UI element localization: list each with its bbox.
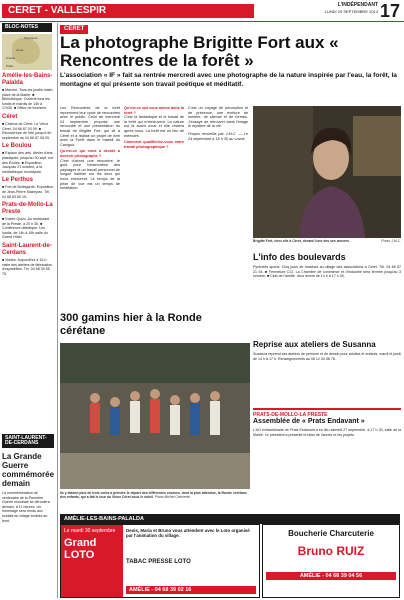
butcher-title: Boucherie Charcuterie bbox=[288, 529, 374, 538]
article-column bbox=[60, 106, 120, 306]
caption-text: Brigitte Fort, chez elle à Céret, devant l'une des ses œuvres. bbox=[253, 239, 350, 243]
bloc-notes-title: BLOC-NOTES bbox=[2, 23, 52, 32]
map-label: Amélie bbox=[6, 56, 16, 60]
portrait-photo bbox=[253, 106, 401, 238]
butcher-phone: AMÉLIE - 04 68 39 04 56 bbox=[266, 572, 396, 580]
brief-text: La commémoration de centenaire de la Première Guerre mondiale se déroulera demain, à 11 heures. Un hommage sera rendu aux soldats du village tombés au front. bbox=[2, 491, 50, 523]
article-body: C'est un voyage de perception et de présence, une écriture de lumière, de silence et de formes. J'essaye de retrouver dans l'image le mystère de la vie. bbox=[188, 106, 248, 129]
butcher-name: Bruno RUIZ bbox=[297, 544, 365, 558]
race-headline: 300 gamins hier à la Ronde cérétane bbox=[60, 312, 202, 337]
right-column bbox=[253, 252, 401, 512]
map-label: Perpignan bbox=[24, 36, 38, 40]
article-body: C'est la fantastique et le travail de la forêt qui m'émeuvent. La nature est là avant nous et elle restera après nous. La forêt est un lieu de mémoire. bbox=[124, 115, 184, 138]
interview-question: Qu'est-ce qui vous anime dans la forêt ? bbox=[124, 106, 184, 115]
bloc-notes-sidebar bbox=[2, 23, 54, 433]
sidebar-town: Le Boulou bbox=[2, 143, 32, 150]
sidebar-town: Amélie-les-Bains-Palalda bbox=[2, 73, 53, 86]
sidebar-text: ■ Visites. Aujourd'hui à 15 h, visite des ateliers de fabrication d'espadrilles. Tél. 04 68 39 55 75. bbox=[2, 258, 53, 276]
brief-article bbox=[2, 434, 54, 596]
photo-credit: Photo Michel Clemente bbox=[154, 495, 190, 500]
region-map bbox=[2, 34, 52, 70]
race-image bbox=[60, 343, 250, 489]
sidebar-text: ■ Cinéma de Céret. Le Vieux Céret, 04 68 87 03 09. ■ Réouverture de l'été jusqu'à fin septembre au 04 68 87 08 05. bbox=[2, 121, 52, 140]
sidebar-text: ■ Marché. Tous les jeudis matin, place de la Mairie. ■ Bibliothèque. Ouverte tous les lundis et mardis de 14h à 17h30. ■ Office de tourisme. bbox=[2, 88, 54, 111]
loto-ad-body bbox=[123, 525, 259, 597]
issue-date: LUNDI 29 SEPTEMBRE 2014 bbox=[324, 9, 378, 14]
sidebar-town: Céret bbox=[2, 113, 18, 120]
map-label: Céret bbox=[16, 48, 24, 52]
section-kicker: PRATS-DE-MOLLO-LA PRESTE bbox=[253, 412, 328, 418]
sidebar-town: Saint-Laurent-de-Cerdans bbox=[2, 243, 52, 257]
article-body: Les Rencontres de la forêt reprennent leur cycle de rencontres avec le public. Celui de mercredi 24 septembre propose une rencontre et une présentation du travail de Brigitte Fort, qui vit à Céret et a réalisé un projet de livre avec la Forêt dans le massif du Canigou. bbox=[60, 106, 120, 147]
portrait-caption bbox=[253, 239, 401, 243]
section-heading: L'info des boulevards bbox=[253, 252, 346, 262]
article-headline: La photographe Brigitte Fort aux « Rencontres de la forêt » bbox=[60, 33, 339, 70]
paper-name: L'INDÉPENDANT bbox=[337, 2, 378, 8]
butcher-ad bbox=[262, 524, 400, 598]
section-heading: Assemblée de « Prats Endavant » bbox=[253, 418, 365, 425]
sidebar-town: Le Perthus bbox=[2, 177, 34, 184]
quote-credit: Propos recueillis par J.M.C. — Le 24 septembre à 18 h 30 au Lavoir. bbox=[188, 131, 248, 141]
loto-phone: AMÉLIE - 04 68 39 02 16 bbox=[126, 586, 256, 594]
section-text: Pyrénées sports. Cinq jours de matches au village des associations à Céret. Tél. 04 68 87 21 54. ■ Fermeture CCI. La Chambre de commerce et d'industrie sera fermée jusqu'au 3 octobre. ■ Club de l'amitié. Jeux divers de 14 h à 17 h 30. bbox=[253, 265, 401, 278]
loto-shop: TABAC PRESSE LOTO bbox=[126, 559, 191, 566]
article-lead: L'association « IF » fait sa rentrée mercredi avec une photographe de la nature inspirée par l'eau, la forêt, la montagne et qui présente son travail poétique et méditatif. bbox=[60, 72, 397, 88]
sidebar-town: Prats-de-Mollo-La Preste bbox=[2, 202, 53, 216]
page-number: 17 bbox=[379, 1, 400, 21]
article-column bbox=[124, 106, 184, 306]
sidebar-text: ■ Fort de Bellegarde. Exposition de Jean-Pierre Mazeyrac. Tél. 04 68 83 60 15. bbox=[2, 185, 54, 199]
portrait-image bbox=[253, 106, 401, 238]
article-kicker: CÉRET bbox=[60, 25, 88, 34]
ads-header: AMÉLIE-LES-BAINS-PALALDA bbox=[60, 514, 400, 524]
race-caption bbox=[60, 491, 250, 500]
header-rule bbox=[0, 21, 404, 22]
sidebar-text: ■ Soirée Quizz. Au restaurant de la Preste, à 20 h 30. ■ Conférence diététique. Les lundis, de 14h à 16h salle du Grand Hôtel. bbox=[2, 217, 50, 240]
section-title: CERET - VALLESPIR bbox=[2, 4, 254, 18]
loto-ad-panel bbox=[61, 525, 123, 597]
sidebar-text: ■ Espace des arts. Atelier d'arts plastiques, jusqu'au 30 sept, rue des Écoles. ■ Exposition. Jusqu'au 21 octobre, à la médiathèque municipale. bbox=[2, 151, 54, 174]
section-text: L'AG extraordinaire de Prats Endavant a eu lieu samedi 27 septembre, à 17 h 30, salle de la Mairie. Le président a présenté le bilan de l'année et les projets. bbox=[253, 428, 401, 437]
section-text: Susanna reprend ses ateliers de peinture et de dessin pour adultes et enfants, mardi et jeudi de 14 h à 17 h. Renseignements au 06 12 34 56 78. bbox=[253, 352, 401, 361]
race-photo bbox=[60, 343, 250, 489]
interview-question: Comment qualifieriez-vous votre travail photographique ? bbox=[124, 140, 184, 149]
section-heading: Reprise aux ateliers de Susanna bbox=[253, 340, 376, 349]
map-label: Prats bbox=[6, 64, 14, 68]
interview-question: Qu'est-ce qui vous a décidé à devenir photographe ? bbox=[60, 149, 120, 158]
loto-title: Grand LOTO bbox=[64, 537, 97, 561]
brief-header: SAINT-LAURENT-DE-CERDANS bbox=[2, 434, 54, 448]
article-column bbox=[188, 106, 248, 306]
caption-text: Ils y étaient plus de trois cents à prendre le départ des différentes courses, dont la plus attendue, la Ronde cérétane des enfants, qui a fait le tour du Vieux Céret sous le soleil. bbox=[60, 491, 247, 500]
loto-date: Le mardi 30 septembre bbox=[64, 528, 116, 534]
loto-text: Denis, Maria et Bruno vous attendent avec le Loto organisé par l'animation du village. bbox=[126, 528, 250, 539]
article-body: C'est d'abord une rencontre, le goût pour l'observation des paysages et un travail personnel de longue haleine sur les lieux qui nous entourent. Le temps de la prise de vue est un temps de méditation. bbox=[60, 158, 120, 191]
column-divider bbox=[57, 23, 58, 598]
photo-credit: Photo J.M.C. bbox=[381, 239, 401, 243]
brief-title: La Grande Guerre commémorée demain bbox=[2, 452, 54, 488]
loto-ad bbox=[60, 524, 260, 598]
